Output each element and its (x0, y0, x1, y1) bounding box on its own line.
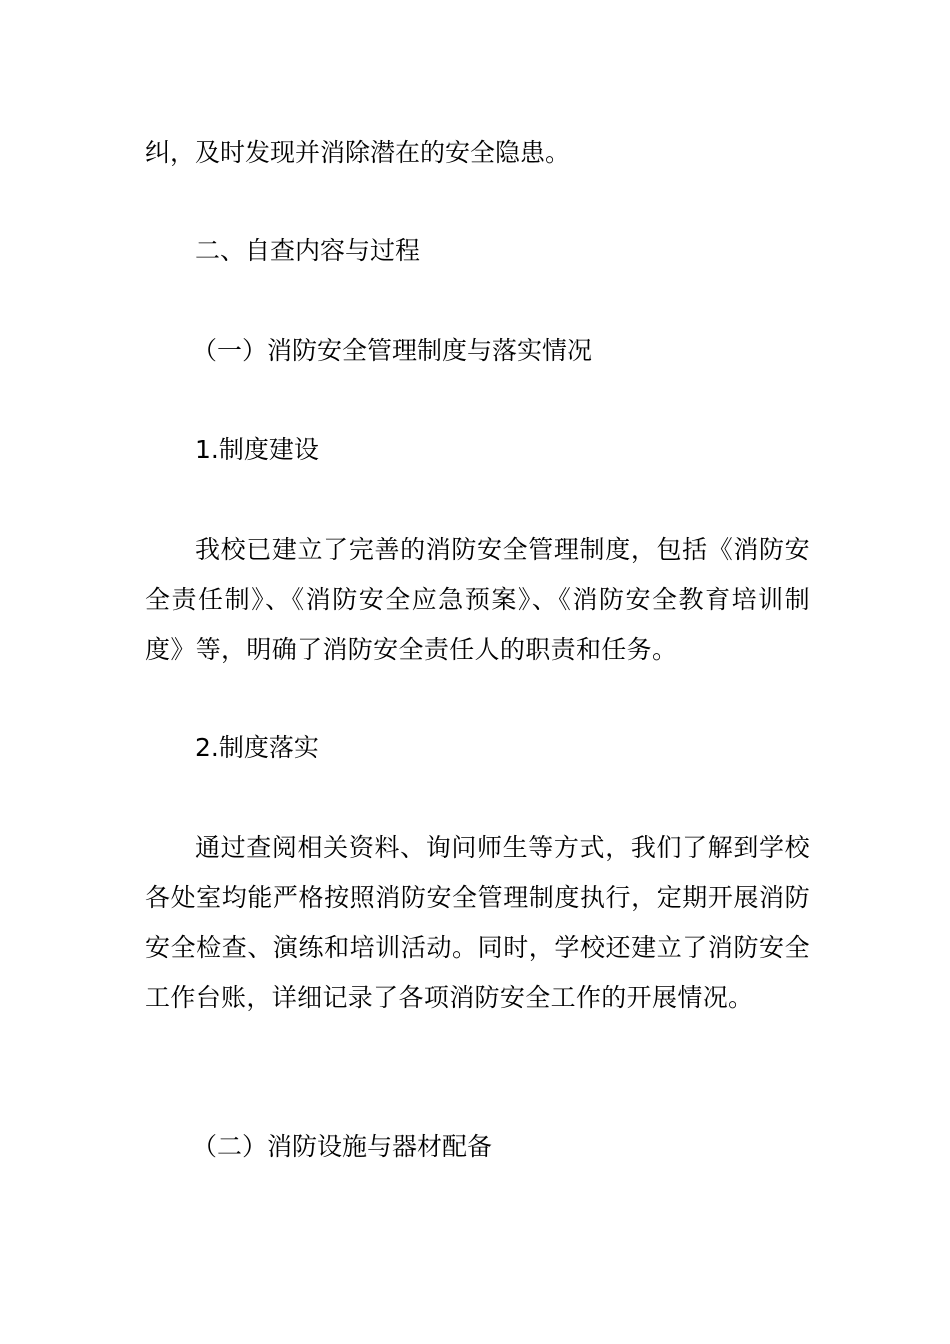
subsection-1-title: （一）消防安全管理制度与落实情况 (192, 336, 593, 365)
item-2-title: 2.制度落实 (195, 733, 319, 762)
item-1-body: 我校已建立了完善的消防安全管理制度，包括《消防安全责任制》、《消防安全应急预案》、《消防安全教育培训制度》等，明确了消防安全责任人的职责和任务。 (145, 535, 810, 664)
continuation-line: 纠，及时发现并消除潜在的安全隐患。 (145, 138, 571, 167)
section-2-title: 二、自查内容与过程 (195, 236, 421, 265)
item-1-title: 1.制度建设 (195, 435, 319, 464)
item-2-body: 通过查阅相关资料、询问师生等方式，我们了解到学校各处室均能严格按照消防安全管理制度执行，定期开展消防安全检查、演练和培训活动。同时，学校还建立了消防安全工作台账，详细记录了各项消防安全工作的开展情况。 (145, 833, 810, 1012)
subsection-2-title: （二）消防设施与器材配备 (192, 1132, 493, 1161)
